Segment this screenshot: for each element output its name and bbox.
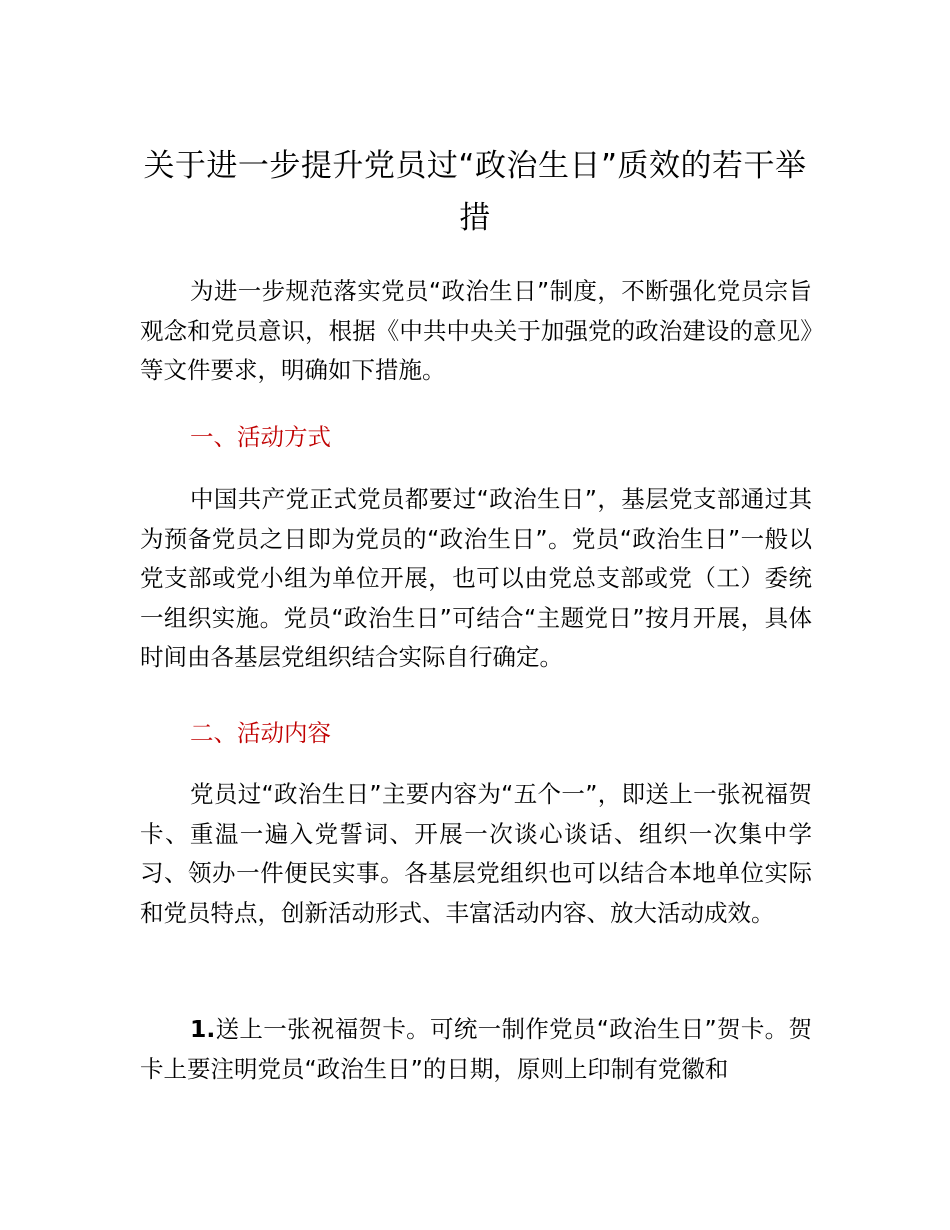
- section-heading-activity-method: 一、活动方式: [190, 423, 331, 451]
- section-heading-activity-content: 二、活动内容: [190, 719, 331, 747]
- intro-paragraph: 为进一步规范落实党员“政治生日”制度，不断强化党员宗旨观念和党员意识，根据《中共中央关于加强党的政治建设的意见》等文件要求，明确如下措施。: [140, 277, 812, 384]
- section-body-activity-content: 党员过“政治生日”主要内容为“五个一”，即送上一张祝福贺卡、重温一遍入党誓词、开展一次谈心谈话、组织一次集中学习、领办一件便民实事。各基层党组织也可以结合本地单位实际和党员特点，创新活动形式、丰富活动内容、放大活动成效。: [140, 780, 812, 927]
- document-title: 关于进一步提升党员过“政治生日”质效的若干举措: [143, 148, 807, 236]
- item-1-paragraph: [140, 1010, 812, 1089]
- section-body-activity-method: 中国共产党正式党员都要过“政治生日”，基层党支部通过其为预备党员之日即为党员的“政治生日”。党员“政治生日”一般以党支部或党小组为单位开展，也可以由党总支部或党（工）委统一组织实施。党员“政治生日”可结合“主题党日”按月开展，具体时间由各基层党组织结合实际自行确定。: [140, 485, 812, 671]
- item-1-number: 1.: [190, 1015, 216, 1043]
- item-1-text: 送上一张祝福贺卡。可统一制作党员“政治生日”贺卡。贺卡上要注明党员“政治生日”的日期，原则上印制有党徽和: [140, 1015, 812, 1083]
